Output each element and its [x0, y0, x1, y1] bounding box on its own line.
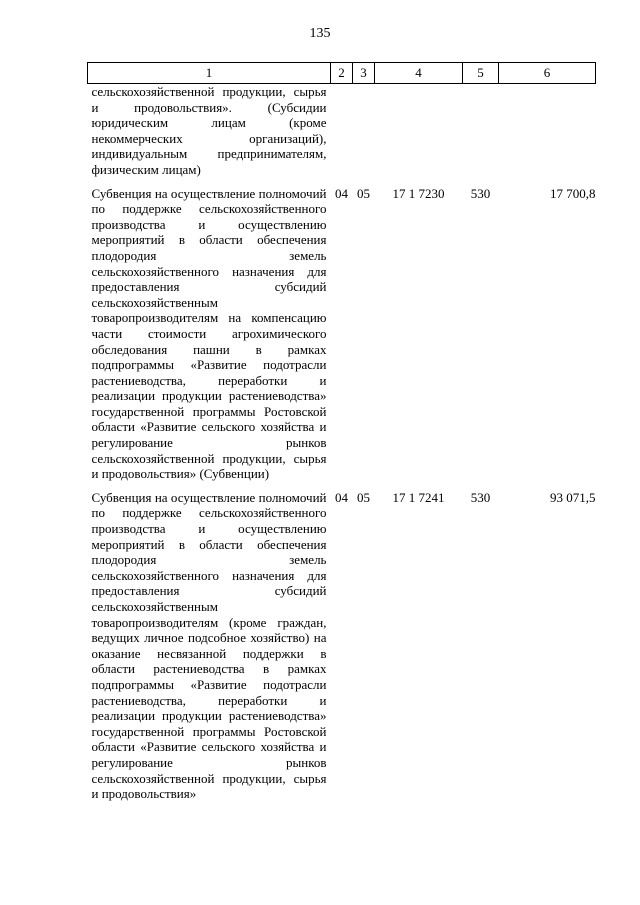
- table-row: [88, 84, 596, 178]
- row-target-code: [375, 84, 463, 178]
- column-header-5: 5: [463, 63, 499, 84]
- row-section-code: 04: [335, 489, 348, 505]
- row-section-code: [331, 84, 353, 178]
- row-section-code: 04: [335, 185, 348, 201]
- row-subsection-code: 05: [357, 489, 370, 505]
- row-subsection-code: [353, 84, 375, 178]
- budget-table: [87, 62, 596, 802]
- row-target-code: 17 1 7230: [392, 185, 445, 201]
- row-subsection-code: 05: [357, 185, 370, 201]
- row-target-code: 17 1 7241: [392, 489, 445, 505]
- row-description: Субвенция на осуществление полномочий по поддержке сельскохозяйственного производства и осуществлению мероприятий в области обеспечения плодородия земель сельскохозяйственного назначения для предоставления субсидий сельскохозяйственным товаропроизводителям на компенсацию части стоимости агрохимического обследования пашни в рамках подпрограммы «Развитие подотрасли растениеводства, переработки и реализации продукции растениеводства» государственной программы Ростовской области «Развитие сельского хозяйства и регулирование рынков сельскохозяйственной продукции, сырья и продовольствия» (Субвенции): [91, 185, 327, 482]
- row-expense-type: 530: [470, 185, 491, 201]
- column-header-3: 3: [353, 63, 375, 84]
- table-row: [88, 186, 596, 482]
- column-header-2: 2: [331, 63, 353, 84]
- table-header-row: [88, 63, 596, 84]
- row-description: Субвенция на осуществление полномочий по поддержке сельскохозяйственного производства и осуществлению мероприятий в области обеспечения плодородия земель сельскохозяйственного назначения для предоставления субсидий сельскохозяйственным товаропроизводителям (кроме граждан, ведущих личное подсобное хозяйство) на оказание несвязанной поддержки в области растениеводства в рамках подпрограммы «Развитие подотрасли растениеводства, переработки и реализации продукции растениеводства» государственной программы Ростовской области «Развитие сельского хозяйства и регулирование рынков сельскохозяйственной продукции, сырья и продовольствия»: [91, 489, 327, 802]
- column-header-4: 4: [375, 63, 463, 84]
- row-amount: 93 071,5: [550, 489, 596, 505]
- table-row: [88, 490, 596, 802]
- row-description: сельскохозяйственной продукции, сырья и продовольствия». (Субсидии юридическим лицам (кроме некоммерческих организаций), индивидуальным предпринимателям, физическим лицам): [91, 84, 327, 177]
- column-header-1: 1: [88, 63, 331, 84]
- column-header-6: 6: [499, 63, 596, 84]
- row-amount: 17 700,8: [550, 185, 596, 201]
- row-amount: [499, 84, 596, 178]
- row-expense-type: [463, 84, 499, 178]
- page-number: 135: [309, 26, 331, 41]
- row-expense-type: 530: [470, 489, 491, 505]
